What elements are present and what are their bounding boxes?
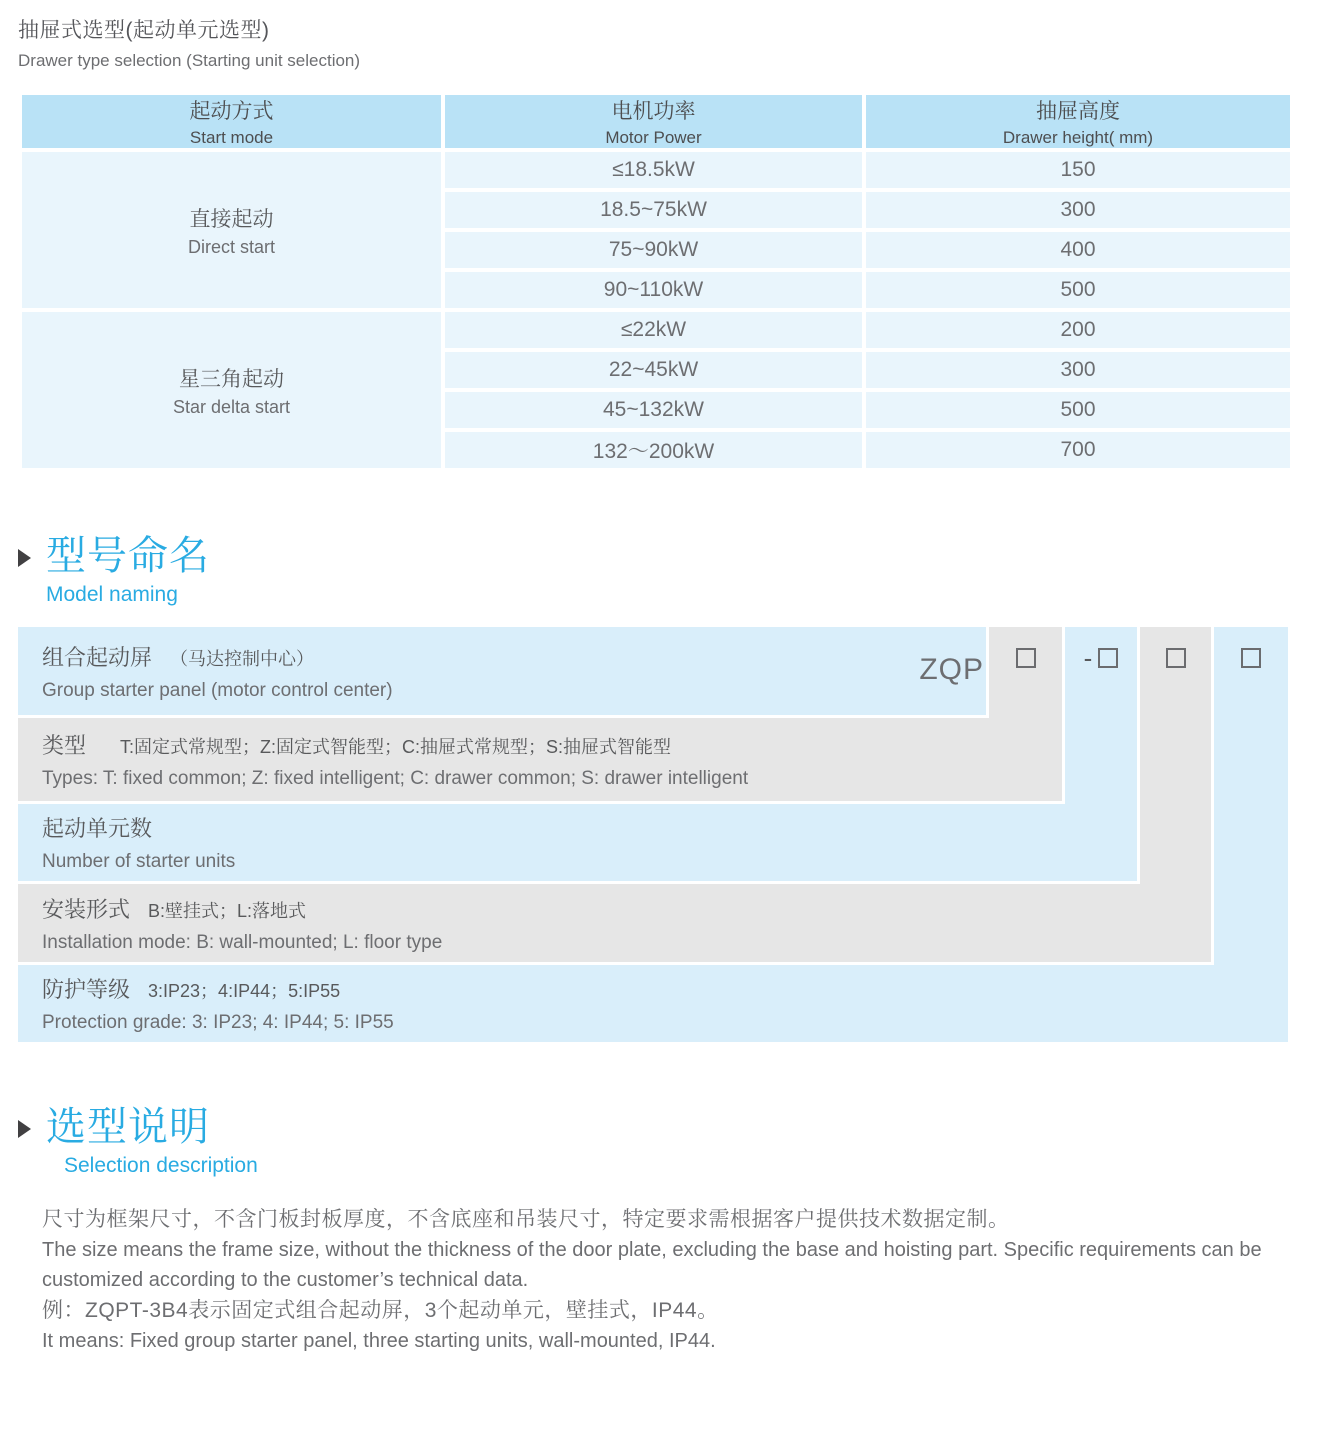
code-dash: - (1083, 643, 1093, 673)
section-title-cn: 选型说明 (46, 1105, 210, 1149)
selection-description-section (0, 1105, 1322, 1356)
band-label-en: Installation mode: B: wall-mounted; L: floor type (42, 931, 443, 953)
motor-power-cell: 75~90kW (443, 230, 864, 270)
section-title-en: Selection description (64, 1154, 258, 1177)
band-label-cn: 防护等级 3:IP23；4:IP44；5:IP55 (42, 977, 341, 1002)
placeholder-box-icon (1241, 648, 1261, 668)
section-arrow-icon (18, 549, 31, 567)
table-row (20, 310, 1292, 350)
drawer-height-cell: 400 (864, 230, 1292, 270)
example-paragraph-en: It means: Fixed group starter panel, three starting units, wall-mounted, IP44. (42, 1330, 716, 1352)
motor-power-cell: 18.5~75kW (443, 190, 864, 230)
band-label-en: Protection grade: 3: IP23; 4: IP44; 5: IP55 (42, 1012, 394, 1033)
col-header-start-mode (20, 93, 443, 150)
code-slot-unit-count (1065, 627, 1137, 881)
description-paragraph-en: The size means the frame size, without the thickness of the door plate, excluding the base and hoisting part. Specific requirements can be customized according to the customer’s technical data. (42, 1239, 1262, 1291)
header-label-en: Start mode (189, 128, 274, 147)
header-label-cn: 电机功率 (611, 100, 696, 123)
drawer-height-cell: 300 (864, 350, 1292, 390)
model-naming-diagram (18, 627, 1310, 1045)
band-label-en: Group starter panel (motor control center) (42, 679, 393, 701)
motor-power-cell: ≤18.5kW (443, 150, 864, 190)
band-label-cn: 类型 T:固定式常规型；Z:固定式智能型；C:抽屉式常规型；S:抽屉式智能型 (42, 733, 672, 758)
diagram-band-product (18, 627, 986, 715)
section-title-cn: 型号命名 (46, 534, 210, 578)
table-row (20, 150, 1292, 190)
diagram-band-type (18, 718, 1062, 801)
start-mode-cell-star-delta (20, 310, 443, 470)
section-heading (18, 1105, 1322, 1178)
drawer-height-cell: 500 (864, 270, 1292, 310)
motor-power-cell: 90~110kW (443, 270, 864, 310)
model-code-prefix: ZQP (919, 653, 984, 686)
section-arrow-icon (18, 1120, 31, 1138)
model-naming-section (0, 534, 1322, 1045)
col-header-motor-power (443, 93, 864, 150)
code-slot-installation (1140, 627, 1211, 962)
page-title-en: Drawer type selection (Starting unit selection) (18, 51, 361, 70)
motor-power-cell: 22~45kW (443, 350, 864, 390)
start-mode-en: Direct start (187, 236, 275, 257)
section-title-en: Model naming (46, 583, 178, 606)
code-slot-protection (1214, 627, 1288, 1042)
band-label-cn: 起动单元数 (42, 816, 153, 841)
diagram-band-unit-count (18, 804, 1137, 881)
drawer-height-cell: 700 (864, 430, 1292, 470)
col-header-drawer-height (864, 93, 1292, 150)
header-label-cn: 抽屉高度 (1036, 100, 1120, 123)
band-label-cn: 安装形式 B:壁挂式；L:落地式 (42, 896, 307, 922)
drawer-height-cell: 300 (864, 190, 1292, 230)
motor-power-cell: ≤22kW (443, 310, 864, 350)
drawer-height-cell: 150 (864, 150, 1292, 190)
diagram-band-protection (18, 965, 1288, 1042)
diagram-band-installation (18, 884, 1211, 962)
motor-power-cell: 45~132kW (443, 390, 864, 430)
start-mode-cell-direct (20, 150, 443, 310)
placeholder-box-icon (1016, 648, 1036, 668)
start-mode-cn: 直接起动 (189, 207, 274, 231)
start-mode-en: Star delta start (172, 396, 291, 417)
placeholder-box-icon (1166, 648, 1186, 668)
drawer-selection-table (18, 91, 1294, 472)
page-title-cn: 抽屉式选型(起动单元选型) (18, 19, 270, 42)
description-paragraph-cn: 尺寸为框架尺寸，不含门板封板厚度，不含底座和吊装尺寸，特定要求需根据客户提供技术数据定制。 (42, 1208, 1010, 1231)
header-label-en: Motor Power (605, 128, 702, 147)
band-label-en: Number of starter units (42, 851, 236, 872)
motor-power-cell: 132～200kW (443, 430, 864, 470)
table-header-row (20, 93, 1292, 150)
start-mode-cn: 星三角起动 (179, 367, 284, 391)
header-label-en: Drawer height( mm) (1002, 128, 1154, 147)
description-body (42, 1204, 1292, 1356)
header-label-cn: 起动方式 (189, 100, 274, 123)
example-paragraph-cn: 例：ZQPT-3B4表示固定式组合起动屏，3个起动单元，壁挂式，IP44。 (42, 1299, 719, 1322)
section-titles (46, 534, 210, 607)
section-heading (18, 534, 1322, 607)
band-label-cn: 组合起动屏 （马达控制中心） (42, 644, 315, 670)
drawer-height-cell: 200 (864, 310, 1292, 350)
page-header (0, 0, 1322, 71)
code-slot-type (989, 627, 1062, 801)
placeholder-box-icon (1098, 648, 1118, 668)
drawer-height-cell: 500 (864, 390, 1292, 430)
section-titles (46, 1105, 258, 1178)
band-label-en: Types: T: fixed common; Z: fixed intelligent; C: drawer common; S: drawer intelligent (42, 768, 749, 789)
